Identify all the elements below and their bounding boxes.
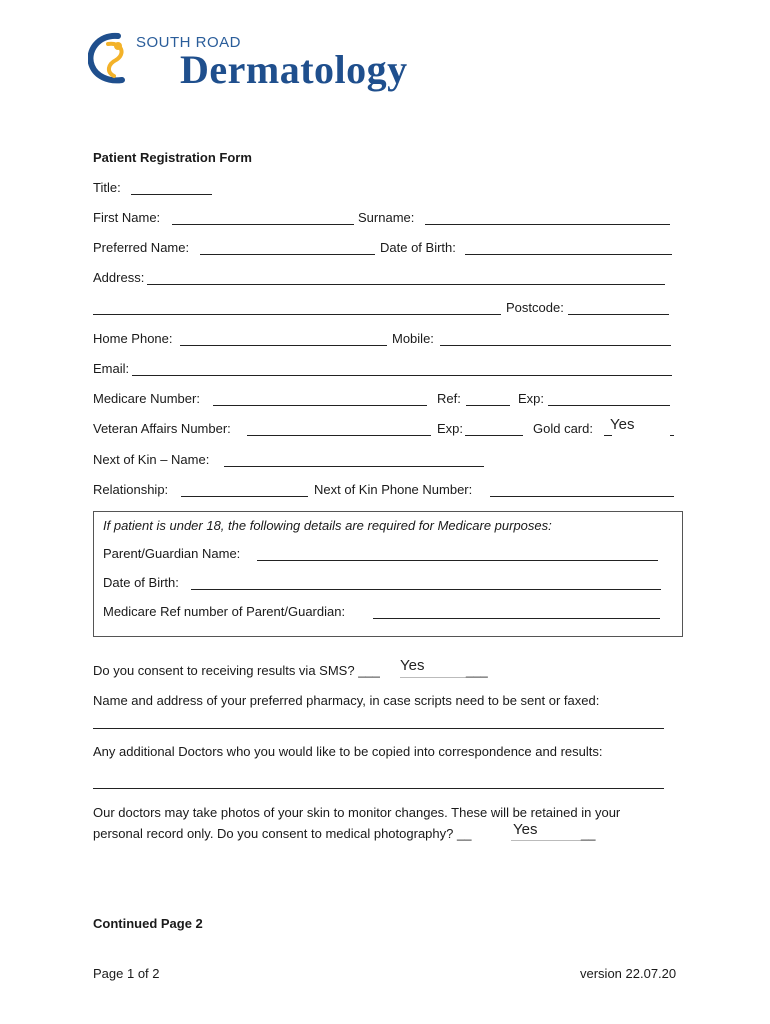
medicare-number-input[interactable]	[213, 405, 427, 406]
photo-consent-prefix: __	[457, 826, 472, 841]
relationship-input[interactable]	[181, 496, 308, 497]
gold-card-label: Gold card:	[533, 421, 593, 436]
home-phone-label: Home Phone:	[93, 331, 173, 346]
guardian-name-label: Parent/Guardian Name:	[103, 546, 241, 561]
doctors-label: Any additional Doctors who you would like to be copied into correspondence and results:	[93, 744, 603, 759]
photo-consent-suffix: __	[581, 826, 596, 841]
next-of-kin-input[interactable]	[224, 466, 484, 467]
pharmacy-input[interactable]	[93, 728, 664, 729]
title-label: Title:	[93, 180, 121, 195]
sms-consent-line	[400, 677, 466, 678]
photo-consent-label: personal record only. Do you consent to medical photography?	[93, 826, 454, 841]
postcode-input[interactable]	[568, 314, 669, 315]
exp-input[interactable]	[548, 405, 670, 406]
medicare-number-label: Medicare Number:	[93, 391, 200, 406]
home-phone-input[interactable]	[180, 345, 387, 346]
title-input[interactable]	[131, 194, 212, 195]
version-label: version 22.07.20	[580, 966, 677, 981]
exp-label: Exp:	[518, 391, 545, 406]
next-of-kin-label: Next of Kin – Name:	[93, 452, 210, 467]
photo-consent-line1: Our doctors may take photos of your skin to monitor changes. These will be retained in your	[93, 805, 621, 820]
photo-consent-line	[511, 840, 581, 841]
nok-phone-label: Next of Kin Phone Number:	[314, 482, 473, 497]
surname-input[interactable]	[425, 224, 670, 225]
logo-main-text: Dermatology	[180, 47, 408, 92]
gold-card-value[interactable]: Yes	[610, 416, 635, 433]
sms-consent-label: Do you consent to receiving results via SMS?	[93, 663, 355, 678]
guardian-dob-input[interactable]	[191, 589, 661, 590]
under-18-note: If patient is under 18, the following details are required for Medicare purposes:	[103, 518, 552, 533]
pharmacy-label: Name and address of your preferred pharmacy, in case scripts need to be sent or faxed:	[93, 693, 600, 708]
nok-phone-input[interactable]	[490, 496, 674, 497]
page-number: Page 1 of 2	[93, 966, 160, 981]
address-input-2[interactable]	[93, 314, 501, 315]
ref-label: Ref:	[437, 391, 461, 406]
postcode-label: Postcode:	[506, 300, 564, 315]
ref-input[interactable]	[466, 405, 510, 406]
photo-consent-value[interactable]: Yes	[513, 821, 538, 838]
address-input-1[interactable]	[147, 284, 665, 285]
dob-input[interactable]	[465, 254, 672, 255]
preferred-name-input[interactable]	[200, 254, 375, 255]
sms-consent-question	[93, 663, 380, 679]
continued-note: Continued Page 2	[93, 916, 203, 931]
veteran-affairs-input[interactable]	[247, 435, 431, 436]
doctors-input[interactable]	[93, 788, 664, 789]
va-exp-input[interactable]	[465, 435, 523, 436]
veteran-affairs-label: Veteran Affairs Number:	[93, 421, 231, 436]
sms-consent-prefix: ___	[358, 663, 380, 678]
logo-s-mark-icon	[88, 32, 138, 84]
form-title: Patient Registration Form	[93, 150, 252, 165]
guardian-name-input[interactable]	[257, 560, 658, 561]
mobile-input[interactable]	[440, 345, 671, 346]
gold-card-line-right	[670, 435, 674, 436]
clinic-logo	[88, 30, 448, 100]
email-input[interactable]	[132, 375, 672, 376]
guardian-medicare-ref-input[interactable]	[373, 618, 660, 619]
sms-consent-suffix: ___	[466, 663, 488, 678]
gold-card-line-left	[604, 435, 612, 436]
va-exp-label: Exp:	[437, 421, 464, 436]
surname-label: Surname:	[358, 210, 415, 225]
address-label: Address:	[93, 270, 145, 285]
first-name-input[interactable]	[172, 224, 354, 225]
email-label: Email:	[93, 361, 130, 376]
first-name-label: First Name:	[93, 210, 161, 225]
dob-label: Date of Birth:	[380, 240, 456, 255]
mobile-label: Mobile:	[392, 331, 434, 346]
guardian-medicare-ref-label: Medicare Ref number of Parent/Guardian:	[103, 604, 346, 619]
logo-top-text: SOUTH ROAD	[136, 34, 242, 51]
relationship-label: Relationship:	[93, 482, 169, 497]
sms-consent-value[interactable]: Yes	[400, 657, 425, 674]
preferred-name-label: Preferred Name:	[93, 240, 190, 255]
photo-consent-question	[93, 826, 471, 842]
guardian-dob-label: Date of Birth:	[103, 575, 179, 590]
